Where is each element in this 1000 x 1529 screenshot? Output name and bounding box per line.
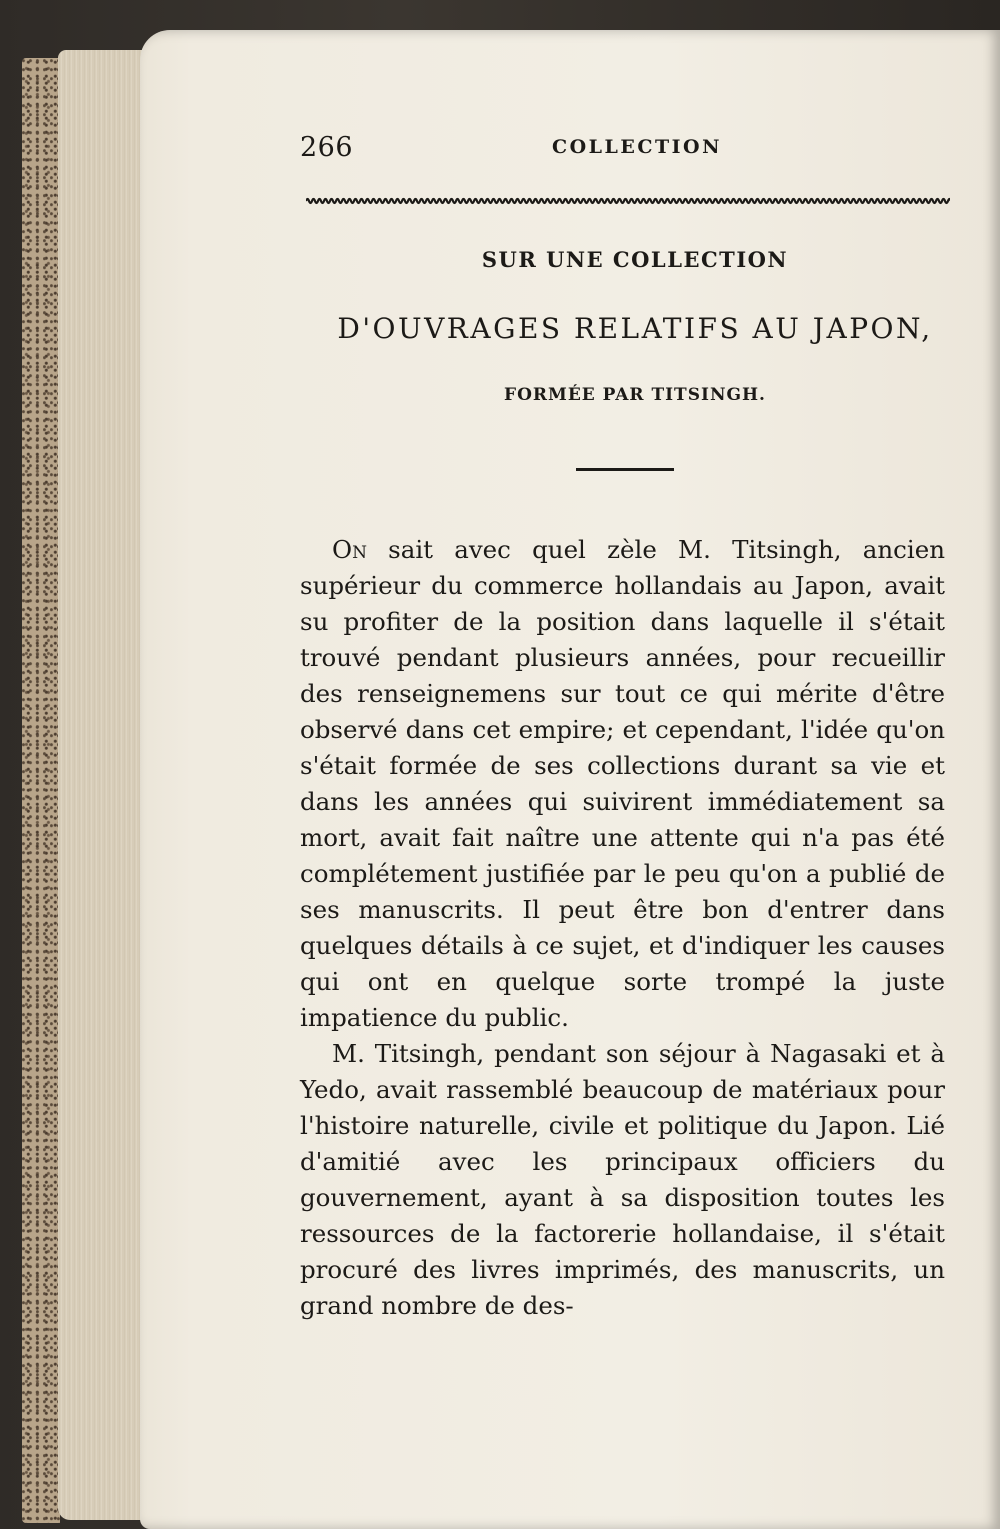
title-line-1: SUR UNE COLLECTION: [481, 247, 789, 272]
body-text: [300, 532, 945, 1324]
paragraph-2: M. Titsingh, pendant son séjour à Nagasaki et à Yedo, avait rassemblé beaucoup de matériaux pour l'histoire naturelle, civile et politique du Japon. Lié d'amitié avec les principaux officiers du gouvernement, ayant à sa disposition toutes les ressources de la factorerie hollandaise, il s'était procuré des livres imprimés, des manuscrits, un grand nombre de des-: [300, 1039, 945, 1320]
paragraph-1-text: sait avec quel zèle M. Titsingh, ancien supérieur du commerce hollandais au Japon, avait su profiter de la position dans laquelle il s'était trouvé pendant plusieurs années, pour recueillir des renseignemens sur tout ce qui mérite d'être observé dans cet empire; et cependant, l'idée qu'on s'était formée de ses collections durant sa vie et dans les années qui suivirent immédiatement sa mort, avait fait naître une attente qui n'a pas été complétement justifiée par le peu qu'on a publié de ses manuscrits. Il peut être bon d'entrer dans quelques détails à ce sujet, et d'indiquer les causes qui ont en quelque sorte trompé la juste impatience du public.: [300, 535, 945, 1032]
dropcap-word: On: [332, 535, 367, 564]
section-rule: [576, 468, 674, 471]
running-head: COLLECTION: [552, 136, 722, 158]
title-line-3: FORMÉE PAR TITSINGH.: [504, 385, 766, 405]
title-line-2: D'OUVRAGES RELATIFS AU JAPON,: [337, 312, 933, 345]
paragraph-1: [300, 532, 945, 1036]
wavy-rule: [306, 196, 950, 206]
page-number: 266: [300, 132, 354, 163]
